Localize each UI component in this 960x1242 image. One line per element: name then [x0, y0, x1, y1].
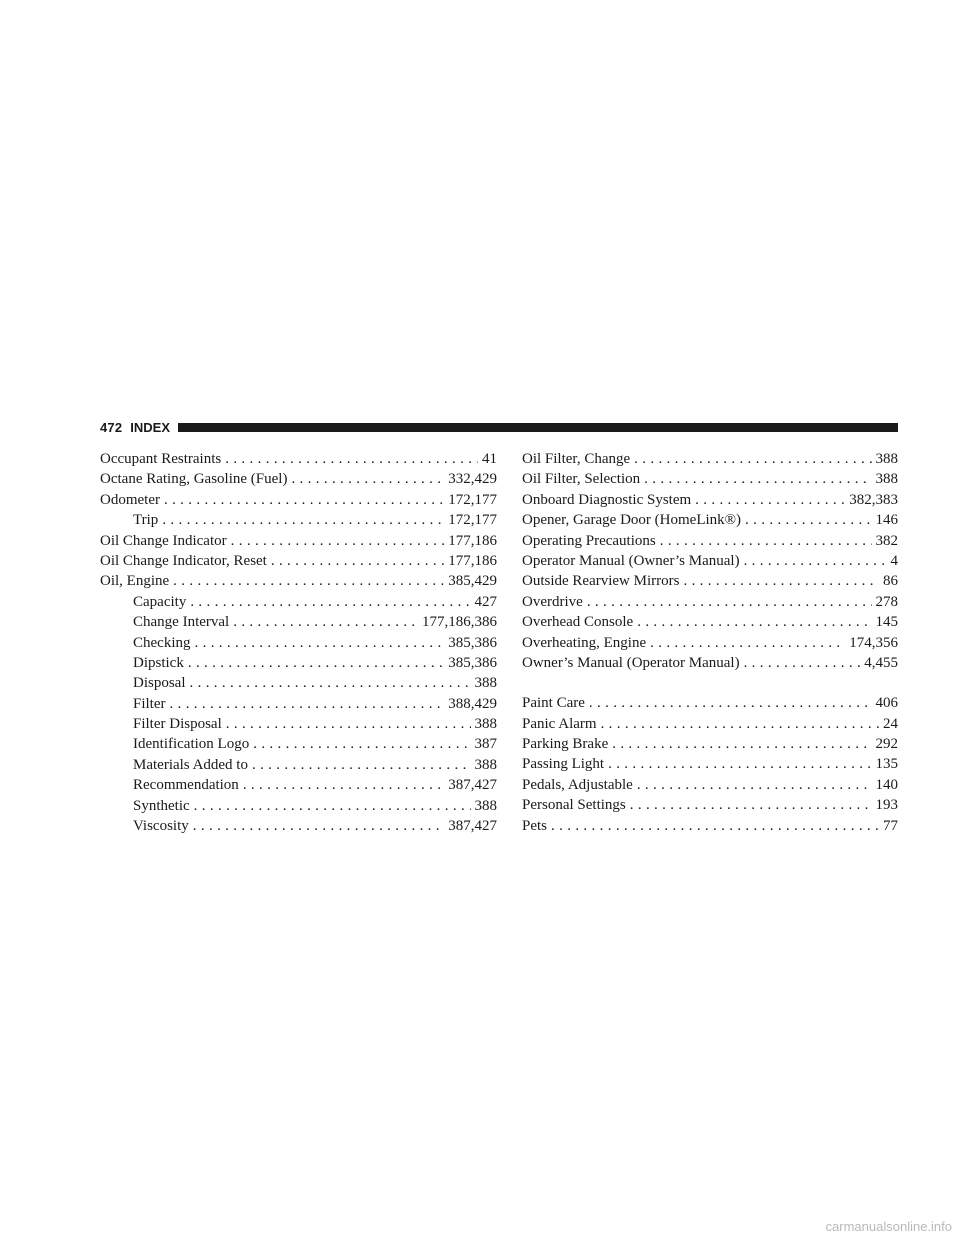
index-entry: Passing Light . . . 135	[522, 754, 898, 774]
index-entry: Oil Filter, Selection . . . 388	[522, 469, 898, 489]
index-entry: Parking Brake . . . 292	[522, 734, 898, 754]
index-entry: Panic Alarm . . . 24	[522, 714, 898, 734]
index-subentry: Change Interval . . . 177,186,386	[100, 612, 497, 632]
index-subentry: Viscosity . . . 387,427	[100, 816, 497, 836]
index-entry: Pets . . . 77	[522, 816, 898, 836]
page-header	[100, 418, 898, 436]
index-entry: Overheating, Engine . . . 174,356	[522, 633, 898, 653]
index-subentry: Identification Logo . . . 387	[100, 734, 497, 754]
index-entry: Odometer . . . 172,177	[100, 490, 497, 510]
index-column-left	[100, 449, 497, 836]
index-column-right	[522, 449, 898, 836]
index-entry: Octane Rating, Gasoline (Fuel) . . . 332,429	[100, 469, 497, 489]
index-entry: Operator Manual (Owner’s Manual) . . . 4	[522, 551, 898, 571]
index-entry: Oil Change Indicator . . . 177,186	[100, 531, 497, 551]
index-entry: Oil Change Indicator, Reset . . . 177,186	[100, 551, 497, 571]
index-entry: Owner’s Manual (Operator Manual) . . . 4,455	[522, 653, 898, 673]
index-subentry: Recommendation . . . 387,427	[100, 775, 497, 795]
index-subentry: Materials Added to . . . 388	[100, 755, 497, 775]
index-subentry: Filter . . . 388,429	[100, 694, 497, 714]
watermark-text: carmanualsonline.info	[825, 1219, 952, 1234]
index-entry: Occupant Restraints . . . 41	[100, 449, 497, 469]
index-subentry: Checking . . . 385,386	[100, 633, 497, 653]
index-subentry: Trip . . . 172,177	[100, 510, 497, 530]
index-entry: Overdrive . . . 278	[522, 592, 898, 612]
index-entry: Overhead Console . . . 145	[522, 612, 898, 632]
index-entry: Paint Care . . . 406	[522, 693, 898, 713]
section-title: INDEX	[130, 419, 171, 435]
index-entry: Oil Filter, Change . . . 388	[522, 449, 898, 469]
index-subentry: Capacity . . . 427	[100, 592, 497, 612]
page-number: 472	[100, 419, 123, 435]
index-entry: Personal Settings . . . 193	[522, 795, 898, 815]
index-entry: Pedals, Adjustable . . . 140	[522, 775, 898, 795]
index-subentry: Synthetic . . . 388	[100, 796, 497, 816]
index-entry: Opener, Garage Door (HomeLink®) . . . 146	[522, 510, 898, 530]
index-subentry: Filter Disposal . . . 388	[100, 714, 497, 734]
index-subentry: Dipstick . . . 385,386	[100, 653, 497, 673]
header-rule	[178, 423, 898, 432]
index-entry: Outside Rearview Mirrors . . . 86	[522, 571, 898, 591]
index-subentry: Disposal . . . 388	[100, 673, 497, 693]
index-entry: Onboard Diagnostic System . . . 382,383	[522, 490, 898, 510]
index-entry: Oil, Engine . . . 385,429	[100, 571, 497, 591]
letter-group-gap	[522, 673, 898, 693]
index-entry: Operating Precautions . . . 382	[522, 531, 898, 551]
